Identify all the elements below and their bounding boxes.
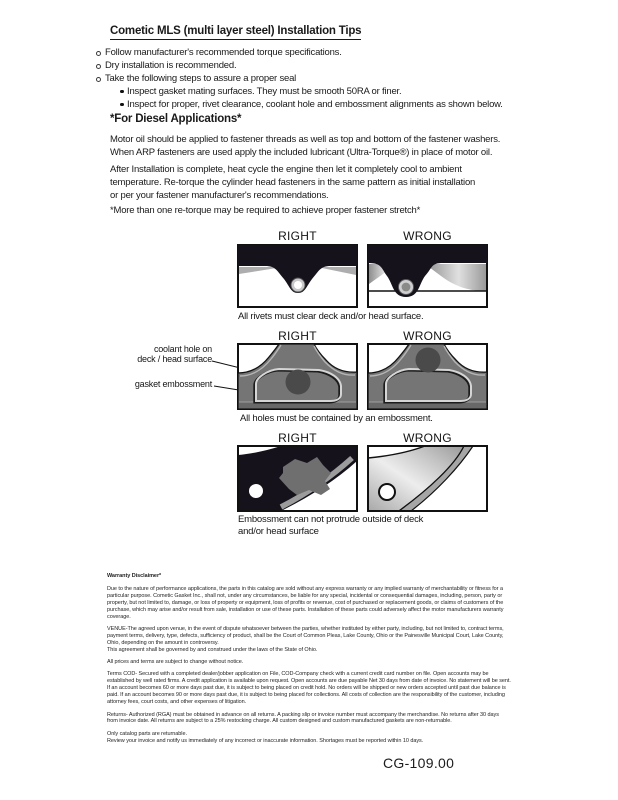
wrong-label-row3: WRONG <box>403 431 452 445</box>
right-label-row1: RIGHT <box>278 229 317 243</box>
deck-edge-right-diagram <box>237 445 358 512</box>
page-title: Cometic MLS (multi layer steel) Installation Tips <box>110 25 361 40</box>
returnable-text: Only catalog parts are returnable. <box>107 730 187 737</box>
filled-bullet-icon <box>120 90 124 94</box>
row3-caption <box>238 514 423 538</box>
row2-caption: All holes must be contained by an embossment. <box>240 413 433 424</box>
wrong-label-row2: WRONG <box>403 329 452 343</box>
open-bullet-icon <box>96 51 101 56</box>
warranty-paragraph: Due to the nature of performance applications, the parts in this catalog are sold without any express warranty or any implied warranty of merchantability or fitness for a particular purpose. Cometic Gasket Inc., shall not, under any circumstances, be liable for any special, incidental or consequential damages, including, person, party or property, but not limited to, damage, or loss of property or equipment, loss of profits or revenue, cost of purchased or replacement goods, or claims of customers of the purchase, which may arise and/or result from sale, installation or use of these parts. Installation of these parts could adversely affect the motor manufacturers warranty coverage. <box>107 585 504 620</box>
venue-text: VENUE-The agreed upon venue, in the event of dispute whatsoever between the parties, whether instituted by either party, including, but not limited to, contract terms, payment terms, delivery, type, defects, sufficiency of product, shall be the Court of Common Pleas, Lake County, Ohio or the Painesville Municipal Court, Lake County, Ohio, depending on the amount in controversy. <box>107 625 504 646</box>
installation-tips-list <box>96 46 503 111</box>
invoice-paragraph <box>107 731 511 745</box>
list-item <box>96 72 503 85</box>
deck-edge-wrong-diagram <box>367 445 488 512</box>
tip-text: Dry installation is recommended. <box>105 60 237 71</box>
caption-line: Embossment can not protrude outside of deck <box>238 514 424 525</box>
embossment-wrong-diagram <box>367 343 488 410</box>
gasket-embossment-annotation: gasket embossment <box>134 379 212 389</box>
list-item <box>96 59 503 72</box>
review-invoice-text: Review your invoice and notify us immediately of any incorrect or inaccurate information. Shortages must be reported within 10 days. <box>107 737 424 744</box>
warranty-heading: Warranty Disclaimer* <box>107 573 162 579</box>
tip-text: Follow manufacturer's recommended torque specifications. <box>105 47 342 58</box>
rivet-wrong-diagram <box>367 244 488 308</box>
annotation-line: coolant hole on <box>153 344 212 354</box>
venue-paragraph <box>107 626 511 654</box>
paragraph-line: or per your fastener manufacturer's recommendations. <box>110 190 329 201</box>
embossment-right-diagram <box>237 343 358 410</box>
row1-caption: All rivets must clear deck and/or head surface. <box>238 311 424 322</box>
list-item <box>120 98 503 111</box>
diesel-paragraph-2 <box>110 163 475 202</box>
tip-text: Take the following steps to assure a proper seal <box>105 73 297 84</box>
list-item <box>96 46 503 59</box>
paragraph-line: When ARP fasteners are used apply the included lubricant (Ultra-Torque®) in place of motor oil. <box>110 147 493 158</box>
paragraph-line: Motor oil should be applied to fastener threads as well as top and bottom of the fastener washers. <box>110 134 501 145</box>
diesel-section-heading: *For Diesel Applications* <box>110 113 242 125</box>
wrong-label-row1: WRONG <box>403 229 452 243</box>
open-bullet-icon <box>96 64 101 69</box>
paragraph-line: temperature. Re-torque the cylinder head fasteners in the same pattern as initial installation <box>110 177 476 188</box>
rivet-right-diagram <box>237 244 358 308</box>
diesel-paragraph-1 <box>110 133 500 159</box>
open-bullet-icon <box>96 77 101 82</box>
governing-law-text: This agreement shall be governed by and construed under the laws of the State of Ohio. <box>107 646 318 653</box>
caption-line: and/or head surface <box>238 526 319 537</box>
terms-paragraph: Terms COD- Secured with a completed dealer/jobber application on File, COD-Company check with a current credit card number on file. Open accounts may be established by well rated firms. A credit application is available upon request. Open accounts are due payable Net 30 days from date of invoice. No statement will be sent. If an account becomes 60 or more days past due, it is subject to being placed on credit hold. No orders will be shipped or new orders accepted until past due balance is paid. If an account becomes 90 or more days past due, it is subject to being placed for collections. All costs of collection are the responsibility of the customer, including attorney fees, court costs, and other expenses of litigation. <box>107 671 511 706</box>
paragraph-line: After Installation is complete, heat cycle the engine then let it completely cool to ambient <box>110 164 462 175</box>
right-label-row2: RIGHT <box>278 329 317 343</box>
prices-paragraph: All prices and terms are subject to change without notice. <box>107 659 244 666</box>
tip-text: Inspect gasket mating surfaces. They must be smooth 50RA or finer. <box>127 86 402 97</box>
tip-text: Inspect for proper, rivet clearance, coolant hole and embossment alignments as shown below. <box>127 99 503 110</box>
right-label-row3: RIGHT <box>278 431 317 445</box>
catalog-code: CG-109.00 <box>383 755 455 771</box>
returns-paragraph: Returns- Authorized (RGA) must be obtained in advance on all returns. A packing slip or invoice number must accompany the merchandise. No returns after 30 days from invoice date. All returns are subject to a 25% restocking charge. All custom designed and custom manufactured gaskets are non-returnable. <box>107 711 499 725</box>
list-item <box>120 85 503 98</box>
annotation-line: deck / head surface <box>137 354 212 364</box>
filled-bullet-icon <box>120 103 124 107</box>
retorque-note: *More than one re-torque may be required to achieve proper fastener stretch* <box>110 205 421 216</box>
warranty-fine-print <box>107 573 511 750</box>
coolant-hole-annotation <box>90 344 212 364</box>
